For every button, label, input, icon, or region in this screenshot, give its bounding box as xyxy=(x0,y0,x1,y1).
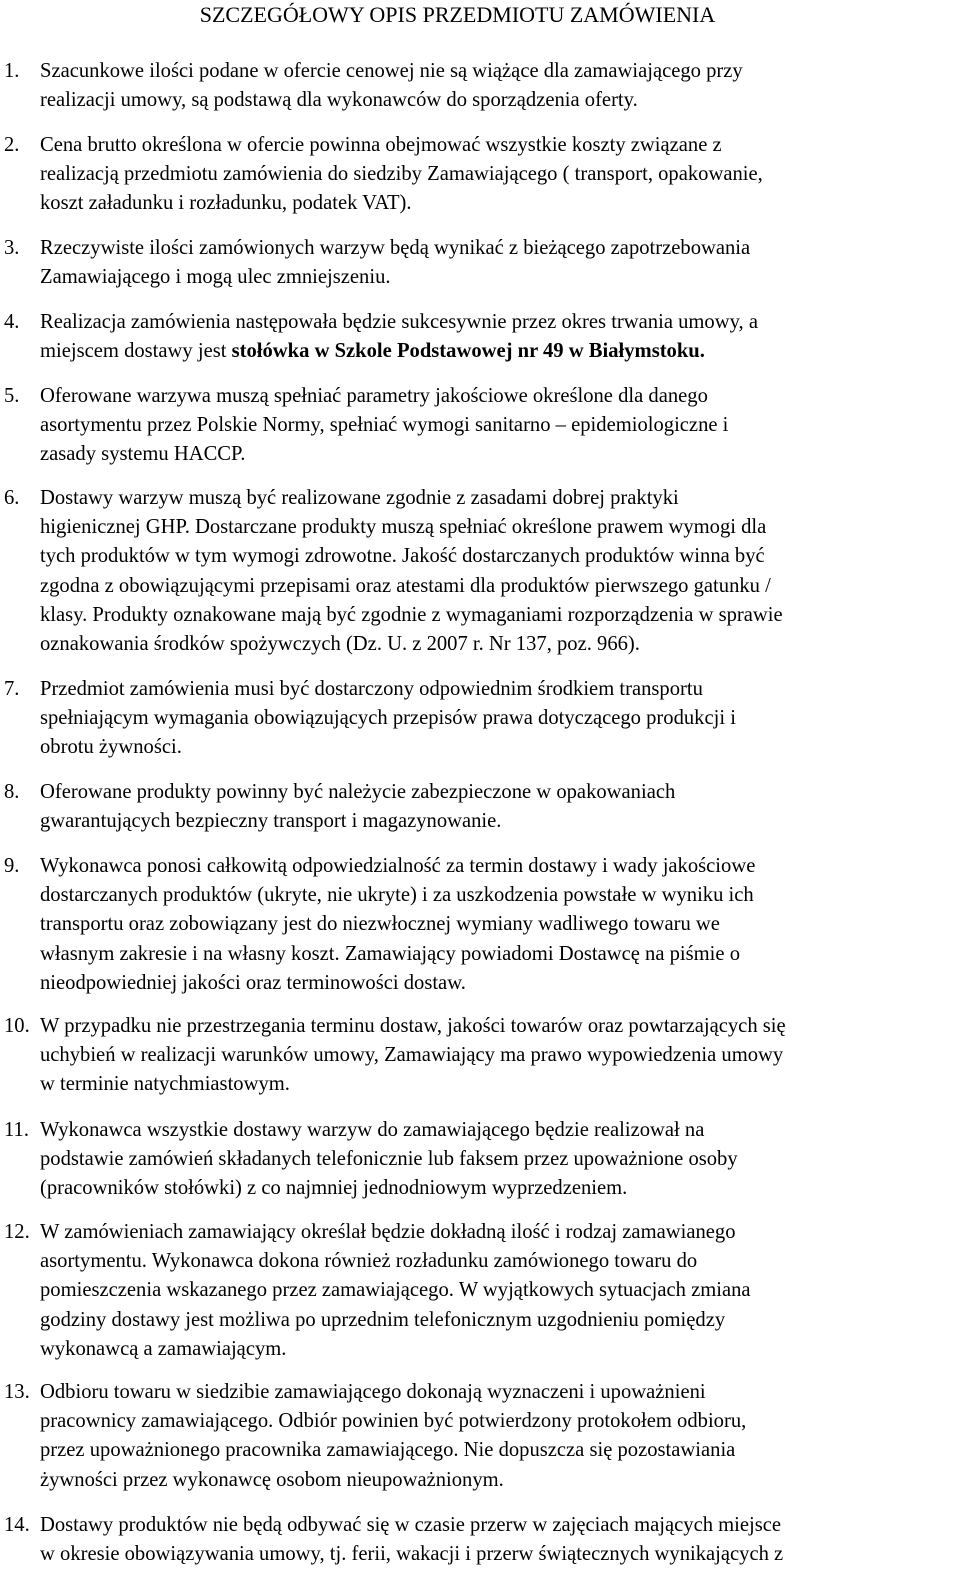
text-line: tych produktów w tym wymogi zdrowotne. Jakość dostarczanych produktów winna być xyxy=(40,545,765,568)
text-line: Dostawy warzyw muszą być realizowane zgodnie z zasadami dobrej praktyki xyxy=(40,487,679,509)
text-line: uchybień w realizacji warunków umowy, Zamawiający ma prawo wypowiedzenia umowy xyxy=(40,1044,784,1067)
text-line: przez upoważnionego pracownika zamawiającego. Nie dopuszcza się pozostawiania xyxy=(40,1439,736,1462)
text-line: podstawie zamówień składanych telefonicznie lub faksem przez upoważnione osoby xyxy=(40,1148,738,1171)
text-line: pracownicy zamawiającego. Odbiór powinien być potwierdzony protokołem odbioru, xyxy=(40,1410,747,1433)
item-text xyxy=(40,131,958,219)
item-text xyxy=(40,484,958,659)
item-number: 3. xyxy=(4,237,20,259)
item-number: 11. xyxy=(4,1119,29,1141)
list-item xyxy=(0,675,960,763)
item-text xyxy=(40,1218,958,1364)
text-line: dostarczanych produktów (ukryte, nie ukryte) i za uszkodzenia powstałe w wyniku ich xyxy=(40,884,754,907)
text-line: Przedmiot zamówienia musi być dostarczony odpowiednim środkiem transportu xyxy=(40,678,703,700)
item-number: 14. xyxy=(4,1514,30,1536)
text-line: spełniającym wymagania obowiązujących przepisów prawa dotyczącego produkcji i xyxy=(40,707,736,730)
list-item xyxy=(0,1511,960,1569)
text-line: higienicznej GHP. Dostarczane produkty muszą spełniać określone prawem wymogi dla xyxy=(40,516,767,539)
text-line: godziny dostawy jest możliwa po uprzednim telefonicznym uzgodnieniu pomiędzy xyxy=(40,1308,726,1331)
list-item xyxy=(0,234,960,292)
text-line: Wykonawca ponosi całkowitą odpowiedzialność za termin dostawy i wady jakościowe xyxy=(40,855,756,877)
list-item xyxy=(0,778,960,836)
text-line: Oferowane warzywa muszą spełniać parametry jakościowe określone dla danego xyxy=(40,385,708,407)
text-line: wykonawcą a zamawiającym. xyxy=(40,1337,287,1360)
list-item xyxy=(0,484,960,659)
text-line: Wykonawca wszystkie dostawy warzyw do zamawiającego będzie realizował na xyxy=(40,1119,705,1141)
list-item xyxy=(0,1378,960,1495)
item-text xyxy=(40,1378,958,1495)
text-line: zgodna z obowiązującymi przepisami oraz atestami dla produktów pierwszego gatunku / xyxy=(40,574,771,597)
item-text xyxy=(40,1116,958,1204)
list-item xyxy=(0,57,960,115)
text-line: Cena brutto określona w ofercie powinna obejmować wszystkie koszty związane z xyxy=(40,134,722,156)
text-line: żywności przez wykonawcę osobom nieupoważnionym. xyxy=(40,1468,504,1491)
text-line: własnym zakresie i na własny koszt. Zamawiający powiadomi Dostawcę na piśmie o xyxy=(40,942,740,965)
item-number: 8. xyxy=(4,781,20,803)
item-text xyxy=(40,308,958,366)
text-line: realizacją przedmiotu zamówienia do siedziby Zamawiającego ( transport, opakowanie, xyxy=(40,163,763,186)
text-line: w terminie natychmiastowym. xyxy=(40,1073,290,1096)
item-text xyxy=(40,1012,958,1100)
text-line: w okresie obowiązywania umowy, tj. ferii, wakacji i przerw świątecznych wynikających z xyxy=(40,1543,784,1566)
text-line: zasady systemu HACCP. xyxy=(40,443,246,466)
list-item xyxy=(0,308,960,366)
item-number: 2. xyxy=(4,134,20,156)
item-text xyxy=(40,57,958,115)
item-number: 10. xyxy=(4,1015,30,1037)
list-item xyxy=(0,131,960,219)
item-text xyxy=(40,1511,958,1569)
text-line: realizacji umowy, są podstawą dla wykonawców do sporządzenia oferty. xyxy=(40,89,638,112)
item-text xyxy=(40,852,958,998)
text-line-mixed xyxy=(40,337,958,366)
item-number: 5. xyxy=(4,385,20,407)
document-title: SZCZEGÓŁOWY OPIS PRZEDMIOTU ZAMÓWIENIA xyxy=(199,2,716,27)
text-line: Realizacja zamówienia następowała będzie sukcesywnie przez okres trwania umowy, a xyxy=(40,311,758,333)
item-number: 1. xyxy=(4,60,20,82)
text-line: pomieszczenia wskazanego przez zamawiającego. W wyjątkowych sytuacjach zmiana xyxy=(40,1279,751,1302)
item-text xyxy=(40,675,958,763)
text-line: klasy. Produkty oznakowane mają być zgodnie z wymaganiami rozporządzenia w sprawie xyxy=(40,603,783,626)
text-line: W przypadku nie przestrzegania terminu dostaw, jakości towarów oraz powtarzających się xyxy=(40,1015,786,1037)
text-line: Rzeczywiste ilości zamówionych warzyw będą wynikać z bieżącego zapotrzebowania xyxy=(40,237,751,259)
item-number: 4. xyxy=(4,311,20,333)
text-line: transportu oraz zobowiązany jest do niezwłocznej wymiany wadliwego towaru we xyxy=(40,913,720,936)
list-item xyxy=(0,382,960,470)
text-line: Oferowane produkty powinny być należycie zabezpieczone w opakowaniach xyxy=(40,781,676,803)
item-text xyxy=(40,778,958,836)
list-item xyxy=(0,1012,960,1100)
text-line: Dostawy produktów nie będą odbywać się w czasie przerw w zajęciach mających miejsce xyxy=(40,1514,782,1536)
item-text xyxy=(40,382,958,470)
text-line: Zamawiającego i mogą ulec zmniejszeniu. xyxy=(40,266,391,289)
item-number: 9. xyxy=(4,855,20,877)
text-line: (pracowników stołówki) z co najmniej jednodniowym wyprzedzeniem. xyxy=(40,1177,628,1200)
item-number: 7. xyxy=(4,678,20,700)
item-number: 6. xyxy=(4,487,20,509)
delivery-place-bold: stołówka w Szkole Podstawowej nr 49 w Białymstoku. xyxy=(231,340,705,363)
item-number: 12. xyxy=(4,1221,30,1243)
text-line: Odbioru towaru w siedzibie zamawiającego dokonają wyznaczeni i upoważnieni xyxy=(40,1381,706,1403)
item-number: 13. xyxy=(4,1381,30,1403)
text-line: asortymentu. Wykonawca dokona również rozładunku zamówionego towaru do xyxy=(40,1250,698,1273)
text-line: koszt załadunku i rozładunku, podatek VAT). xyxy=(40,192,412,215)
item-text xyxy=(40,234,958,292)
delivery-place-intro: miejscem dostawy jest xyxy=(40,340,232,363)
text-line: Szacunkowe ilości podane w ofercie cenowej nie są wiążące dla zamawiającego przy xyxy=(40,60,743,82)
list-item xyxy=(0,1116,960,1204)
list-item xyxy=(0,852,960,998)
text-line: gwarantujących bezpieczny transport i magazynowanie. xyxy=(40,810,502,833)
text-line: asortymentu przez Polskie Normy, spełniać wymogi sanitarno – epidemiologiczne i xyxy=(40,414,729,437)
text-line: oznakowania środków spożywczych (Dz. U. z 2007 r. Nr 137, poz. 966). xyxy=(40,633,640,656)
text-line: W zamówieniach zamawiający określał będzie dokładną ilość i rodzaj zamawianego xyxy=(40,1221,736,1243)
list-item xyxy=(0,1218,960,1364)
text-line: obrotu żywności. xyxy=(40,736,182,759)
text-line: nieodpowiedniej jakości oraz terminowości dostaw. xyxy=(40,971,466,994)
